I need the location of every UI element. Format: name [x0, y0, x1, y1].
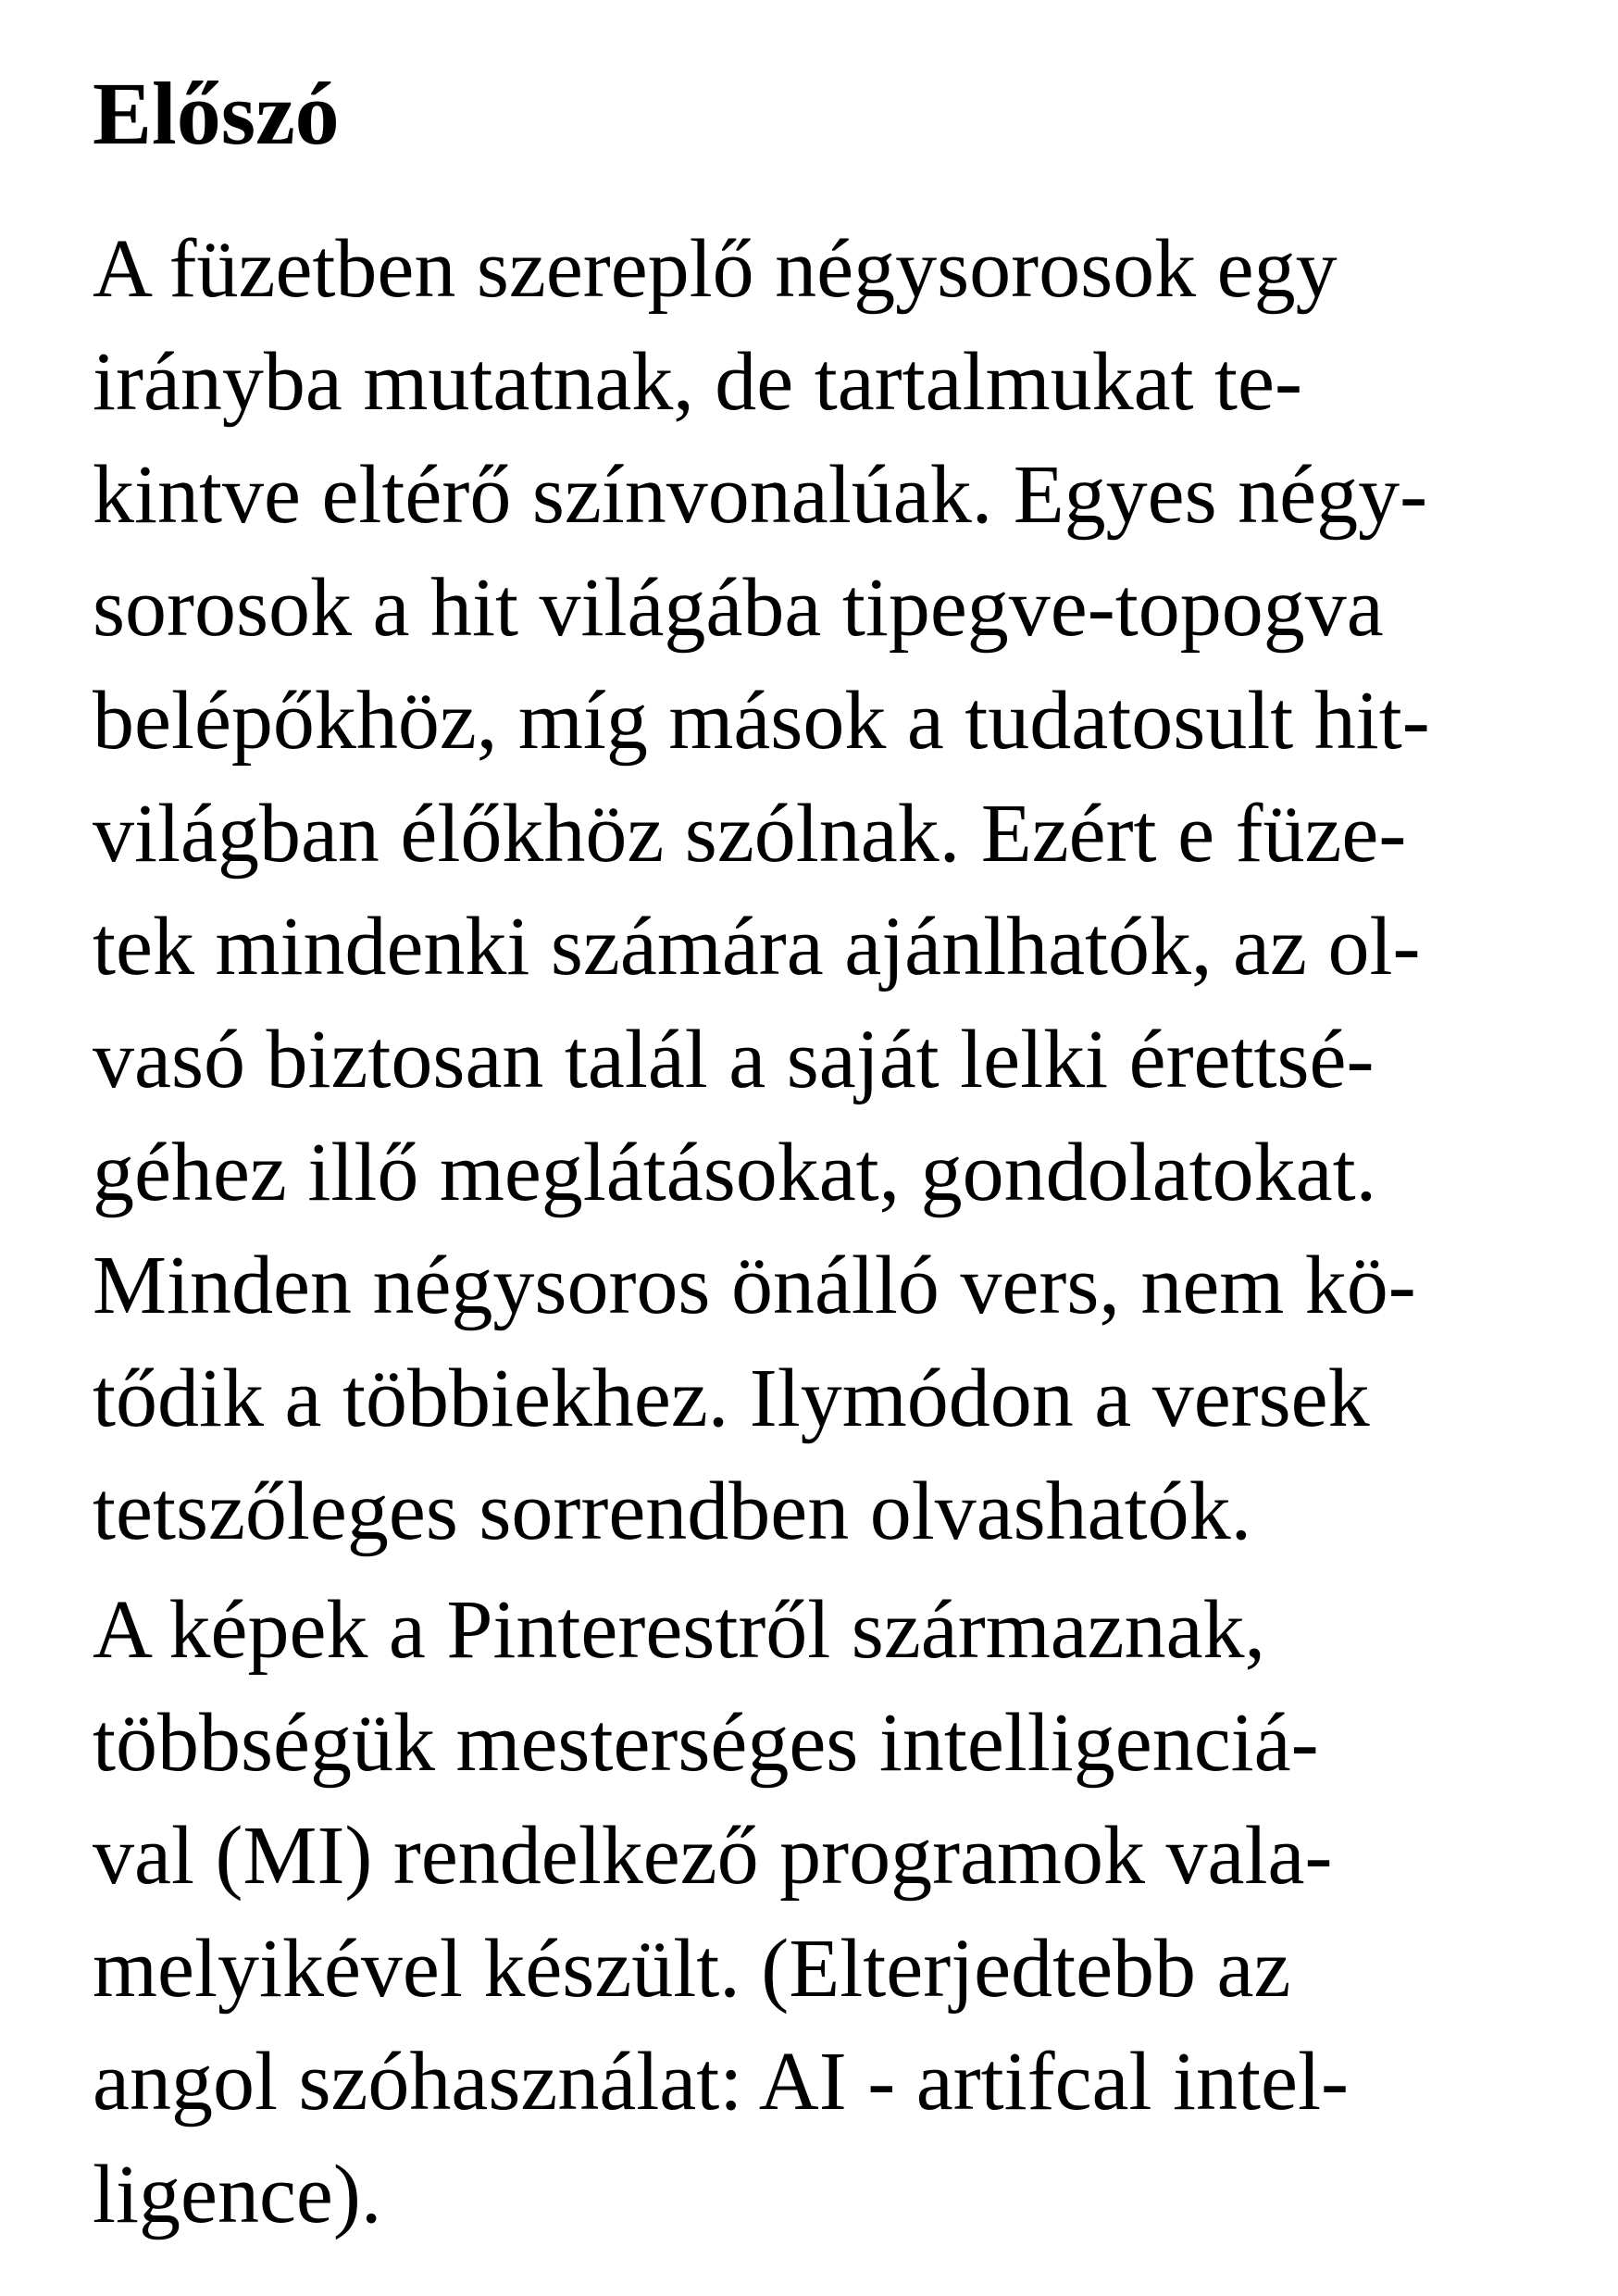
- text-line: tek mindenki számára ajánlhatók, az ol-: [93, 901, 1421, 992]
- text-line: világban élőkhöz szólnak. Ezért e füze-: [93, 788, 1407, 880]
- text-line: A füzetben szereplő négysorosok egy: [93, 223, 1338, 315]
- paragraph-preface-intro: [93, 213, 1430, 1568]
- text-line: A képek a Pinterestről származnak,: [93, 1584, 1266, 1676]
- text-line: tődik a többiekhez. Ilymódon a versek: [93, 1353, 1370, 1444]
- text-line: kintve eltérő színvonalúak. Egyes négy-: [93, 449, 1428, 541]
- text-line: vasó biztosan talál a saját lelki érettsé-: [93, 1014, 1375, 1105]
- text-line: angol szóhasználat: AI - artifcal intel-: [93, 2036, 1349, 2128]
- text-line: géhez illő meglátásokat, gondolatokat.: [93, 1127, 1377, 1218]
- text-line: ligence).: [93, 2149, 382, 2240]
- page-title: Előszó: [93, 64, 340, 163]
- text-line: tetszőleges sorrendben olvashatók.: [93, 1466, 1252, 1557]
- text-line: belépőkhöz, míg mások a tudatosult hit-: [93, 675, 1430, 767]
- text-line: irányba mutatnak, de tartalmukat te-: [93, 336, 1302, 428]
- text-line: sorosok a hit világába tipegve-topogva: [93, 562, 1384, 654]
- text-line: Minden négysoros önálló vers, nem kö-: [93, 1240, 1416, 1331]
- text-line: többségük mesterséges intelligenciá-: [93, 1697, 1319, 1789]
- paragraph-image-credits: [93, 1574, 1349, 2252]
- text-line: val (MI) rendelkező programok vala-: [93, 1810, 1333, 1902]
- text-line: melyikével készült. (Elterjedtebb az: [93, 1923, 1291, 2015]
